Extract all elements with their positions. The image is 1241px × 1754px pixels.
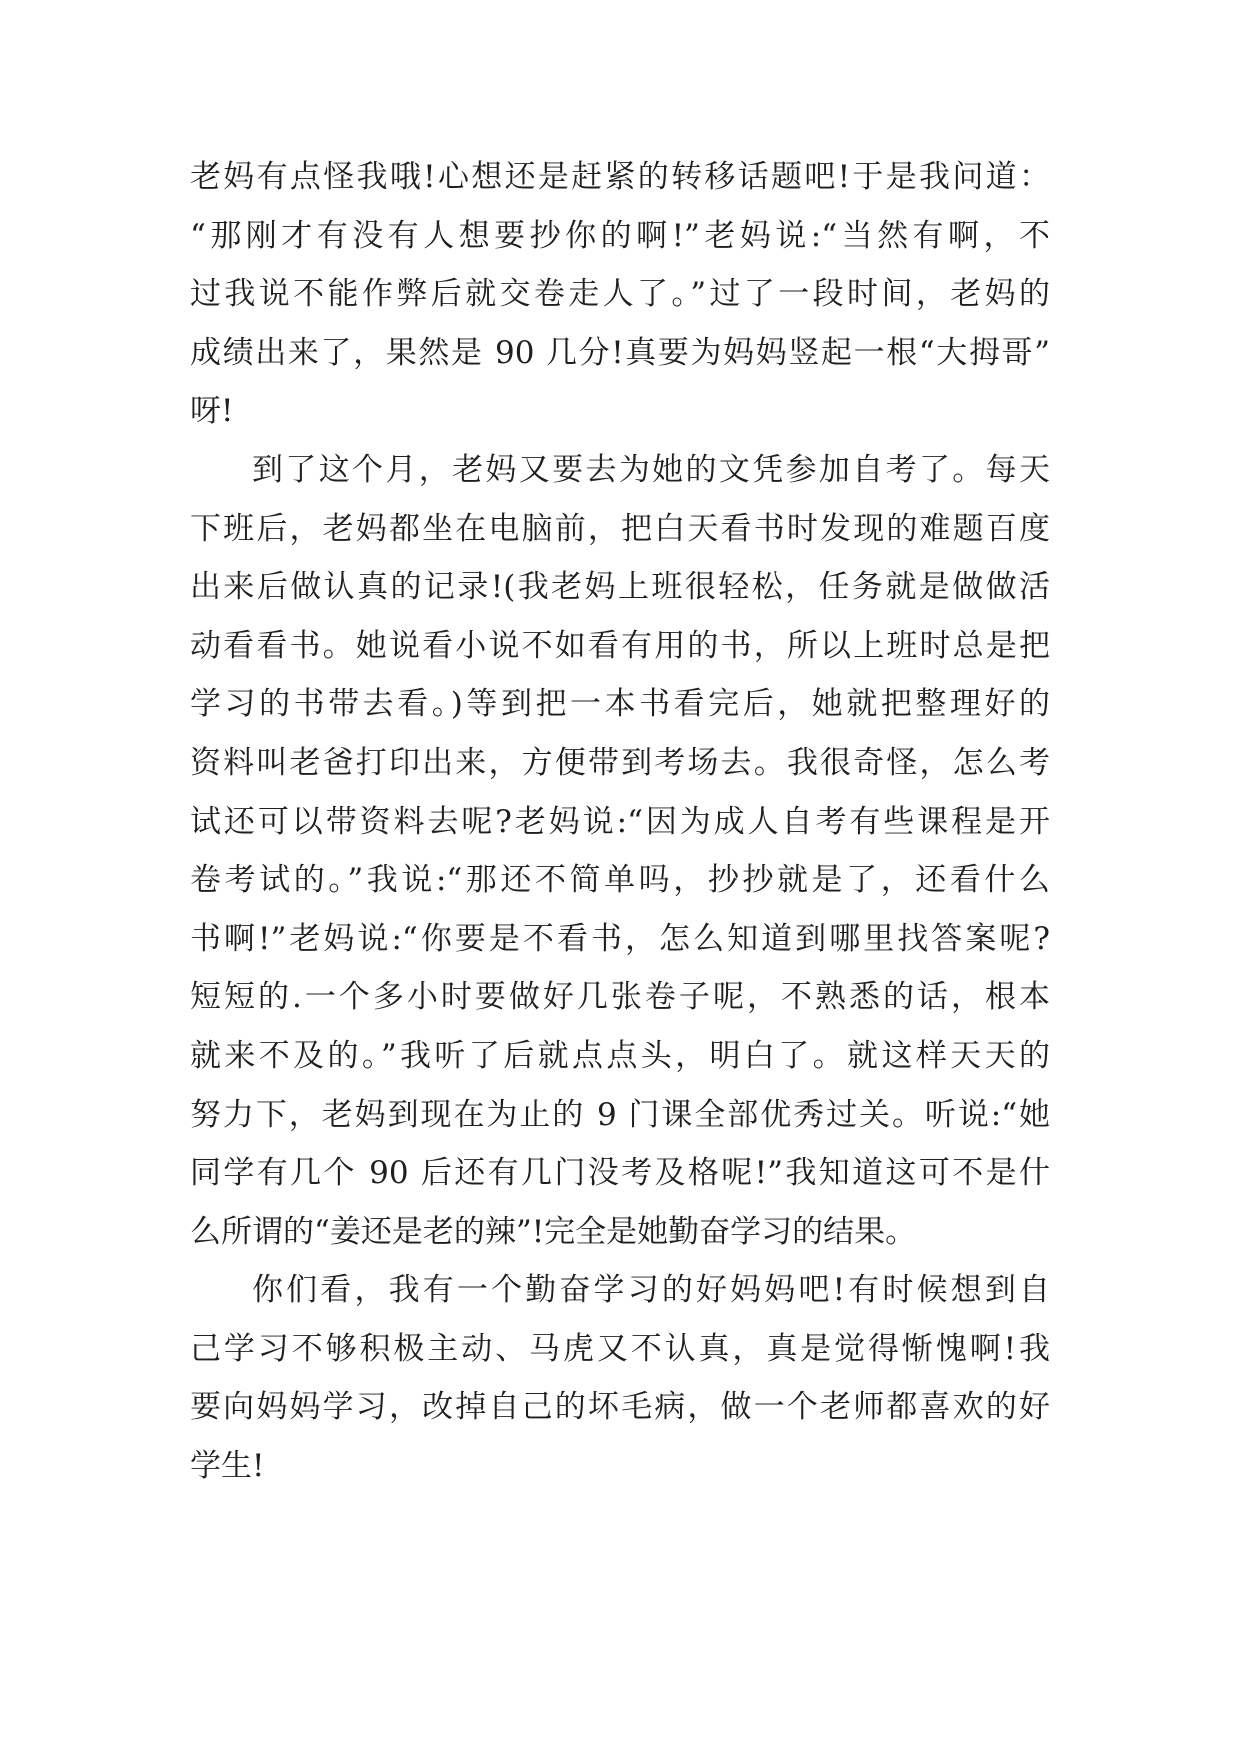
text-line: 要向妈妈学习，改掉自己的坏毛病，做一个老师都喜欢的好 <box>190 1389 1050 1426</box>
text-line: 下班后，老妈都坐在电脑前，把白天看书时发现的难题百度 <box>190 510 1050 547</box>
text-line: 学生! <box>190 1448 265 1485</box>
text-line: 学习的书带去看。)等到把一本书看完后，她就把整理好的 <box>190 686 1050 723</box>
text-line: 呀! <box>190 393 234 430</box>
text-line: 动看看书。她说看小说不如看有用的书，所以上班时总是把 <box>190 627 1050 664</box>
text-line: 同学有几个 90 后还有几门没考及格呢!”我知道这可不是什 <box>190 1155 1050 1192</box>
text-line: 到了这个月，老妈又要去为她的文凭参加自考了。每天 <box>252 451 1050 488</box>
text-line: 你们看，我有一个勤奋学习的好妈妈吧!有时候想到自 <box>252 1272 1050 1309</box>
text-line: 成绩出来了，果然是 90 几分!真要为妈妈竖起一根“大拇哥” <box>190 334 1050 371</box>
text-line: “那刚才有没有人想要抄你的啊!”老妈说:“当然有啊，不 <box>190 217 1050 254</box>
text-line: 么所谓的“姜还是老的辣”!完全是她勤奋学习的结果。 <box>190 1213 917 1250</box>
text-line: 资料叫老爸打印出来，方便带到考场去。我很奇怪，怎么考 <box>190 744 1050 781</box>
text-line: 短短的.一个多小时要做好几张卷子呢，不熟悉的话，根本 <box>190 979 1050 1016</box>
text-line: 努力下，老妈到现在为止的 9 门课全部优秀过关。听说:“她 <box>190 1096 1050 1133</box>
text-line: 就来不及的。”我听了后就点点头，明白了。就这样天天的 <box>190 1037 1050 1074</box>
text-line: 卷考试的。”我说:“那还不简单吗，抄抄就是了，还看什么 <box>190 862 1050 899</box>
text-line: 老妈有点怪我哦!心想还是赶紧的转移话题吧!于是我问道： <box>190 159 1050 195</box>
text-line: 出来后做认真的记录!(我老妈上班很轻松，任务就是做做活 <box>190 569 1050 606</box>
text-line: 己学习不够积极主动、马虎又不认真，真是觉得惭愧啊!我 <box>190 1330 1050 1367</box>
document-body <box>190 148 1050 1496</box>
text-line: 试还可以带资料去呢?老妈说:“因为成人自考有些课程是开 <box>190 803 1050 840</box>
text-line: 过我说不能作弊后就交卷走人了。”过了一段时间，老妈的 <box>190 276 1050 313</box>
text-line: 书啊!”老妈说:“你要是不看书，怎么知道到哪里找答案呢? <box>190 920 1050 957</box>
